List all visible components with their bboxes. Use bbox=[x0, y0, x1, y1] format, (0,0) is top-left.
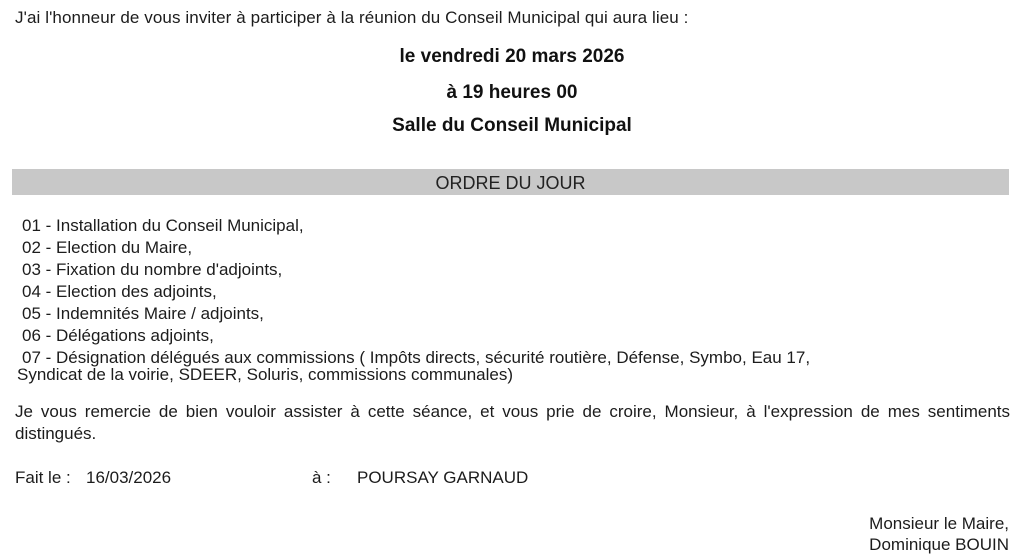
agenda-item: 04 - Election des adjoints, bbox=[22, 282, 217, 301]
meeting-place: Salle du Conseil Municipal bbox=[392, 115, 632, 136]
agenda-item: 07 - Désignation délégués aux commissions ( Impôts directs, sécurité routière, Défense, Symbo, Eau 17, bbox=[22, 348, 811, 367]
agenda-item: 05 - Indemnités Maire / adjoints, bbox=[22, 304, 264, 323]
agenda-item: 01 - Installation du Conseil Municipal, bbox=[22, 216, 304, 235]
agenda-item: 03 - Fixation du nombre d'adjoints, bbox=[22, 260, 283, 279]
meeting-time: à 19 heures 00 bbox=[446, 82, 578, 103]
agenda-title: ORDRE DU JOUR bbox=[12, 169, 1009, 195]
fait-le-date: 16/03/2026 bbox=[86, 468, 172, 487]
signature-name: Dominique BOUIN bbox=[869, 535, 1009, 554]
agenda-item-continuation: Syndicat de la voirie, SDEER, Soluris, commissions communales) bbox=[17, 365, 514, 384]
location-label: à : bbox=[312, 468, 331, 487]
agenda-item: 06 - Délégations adjoints, bbox=[22, 326, 214, 345]
closing-paragraph: Je vous remercie de bien vouloir assister à cette séance, et vous prie de croire, Monsieur, à l'expression de mes sentiments distingués. bbox=[15, 402, 1010, 443]
agenda-list bbox=[22, 215, 810, 369]
meeting-date: le vendredi 20 mars 2026 bbox=[399, 46, 625, 67]
intro-text: J'ai l'honneur de vous inviter à participer à la réunion du Conseil Municipal qui aura lieu : bbox=[15, 8, 689, 27]
location-value: POURSAY GARNAUD bbox=[357, 468, 529, 487]
signature-block bbox=[869, 513, 1009, 555]
fait-le-label: Fait le : bbox=[15, 468, 71, 487]
agenda-item: 02 - Election du Maire, bbox=[22, 238, 193, 257]
signature-title: Monsieur le Maire, bbox=[869, 514, 1009, 533]
